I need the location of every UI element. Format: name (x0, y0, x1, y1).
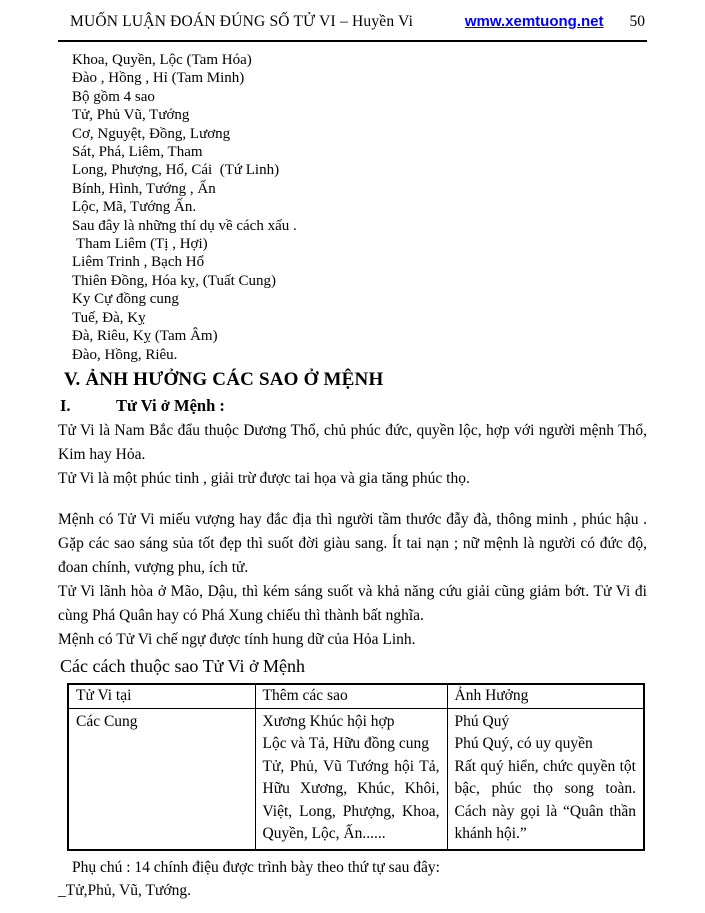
list-item: Liêm Trinh , Bạch Hổ (72, 254, 205, 271)
list-item: Thiên Đồng, Hóa kỵ, (Tuất Cung) (72, 272, 277, 289)
cell-text: Phú Quý, có uy quyền (454, 735, 593, 753)
subsection-number: I. (60, 395, 71, 415)
cell-text: Lộc và Tả, Hữu đồng cung (262, 735, 430, 753)
list-item: Đà, Riêu, Kỵ (Tam Âm) (72, 328, 218, 345)
list-item: Lộc, Mã, Tướng Ấn. (72, 199, 197, 216)
section-heading: V. ẢNH HƯỞNG CÁC SAO Ở MỆNH (64, 368, 384, 390)
table-header-cell: Tử Vi tại (68, 684, 255, 709)
cell-text: Phú Quý (454, 712, 510, 730)
table-header-row (68, 684, 644, 709)
list-item: Sau đây là những thí dụ về cách xấu . (72, 217, 297, 234)
cell-text: Xương Khúc hội hợp (262, 712, 395, 730)
list-item: Bộ gồm 4 sao (72, 88, 155, 105)
page-number: 50 (629, 13, 645, 30)
tu-vi-table (67, 683, 645, 851)
table-header-cell: Ảnh Hưởng (447, 684, 644, 709)
subsection-title: Tử Vi ở Mệnh : (116, 395, 225, 415)
list-item: Tuế, Đà, Kỵ (72, 309, 146, 326)
footnote: Phụ chú : 14 chính điệu được trình bày theo thứ tự sau đây: (72, 858, 440, 876)
list-item: Tham Liêm (Tị , Hợi) (76, 236, 208, 253)
cell-text: Các Cung (76, 712, 138, 730)
table-cell-cung (68, 708, 255, 850)
footnote-line2: _Tử,Phủ, Vũ, Tướng. (58, 881, 191, 899)
cell-text: Tử, Phủ, Vũ Tướng hội Tả, Hữu Xương, Khúc, Khôi, Việt, Long, Phượng, Khoa, Quyền, Lộc, Ấn...... (262, 757, 440, 843)
list-item: Đào , Hồng , Hỉ (Tam Minh) (72, 70, 245, 87)
paragraph: Tử Vi là Nam Bắc đẩu thuộc Dương Thổ, chủ phúc đức, quyền lộc, hợp với người mệnh Thổ, Kim hay Hỏa. (58, 421, 647, 463)
table-header-cell: Thêm các sao (255, 684, 447, 709)
list-item: Cơ, Nguyệt, Đồng, Lương (72, 125, 231, 142)
star-list (72, 51, 647, 364)
paragraph: Tử Vi là một phúc tinh , giải trừ được tai họa và gia tăng phúc thọ. (58, 469, 470, 487)
cell-text: Rất quý hiển, chức quyền tột bậc, phúc thọ song toàn. Cách này gọi là “Quân thần khánh hội.” (454, 757, 636, 843)
paragraph: Mệnh có Tử Vi chế ngự được tính hung dữ của Hỏa Linh. (58, 630, 416, 648)
subsection-heading (60, 396, 647, 416)
list-item: Ky Cự đồng cung (72, 291, 179, 308)
table-cell-them-cac-sao (255, 708, 447, 850)
page-header (58, 13, 647, 31)
website-link[interactable]: wmw.xemtuong.net (464, 13, 604, 30)
list-item: Đào, Hồng, Riêu. (72, 346, 178, 363)
table-cell-anh-huong (447, 708, 644, 850)
list-item: Long, Phượng, Hổ, Cái (Tứ Linh) (72, 162, 280, 179)
list-item: Tử, Phủ Vũ, Tướng (72, 107, 190, 124)
table-caption: Các cách thuộc sao Tử Vi ở Mệnh (60, 655, 305, 676)
book-title: MUỐN LUẬN ĐOÁN ĐÚNG SỐ TỬ VI – Huyền Vi (70, 13, 414, 30)
paragraph: Tử Vi lãnh hòa ở Mão, Dậu, thì kém sáng suốt và khả năng cứu giải cũng giảm bớt. Tử Vi đi cùng Phá Quân hay có Phá Xung chiếu thì thành bất nghĩa. (58, 582, 647, 624)
table-row (68, 708, 644, 850)
paragraph: Mệnh có Tử Vi miếu vượng hay đắc địa thì người tầm thước đẫy đà, thông minh , phúc hậu . Gặp các sao sáng sủa tốt đẹp thì suốt đời giàu sang. Ít tai nạn ; nữ mệnh là người có đức độ, đoan chính, vượng phu, ích tử. (58, 510, 647, 576)
list-item: Sát, Phá, Liêm, Tham (72, 144, 203, 161)
header-divider (58, 40, 647, 42)
list-item: Khoa, Quyền, Lộc (Tam Hóa) (72, 52, 252, 68)
list-item: Bính, Hình, Tướng , Ấn (72, 180, 216, 197)
